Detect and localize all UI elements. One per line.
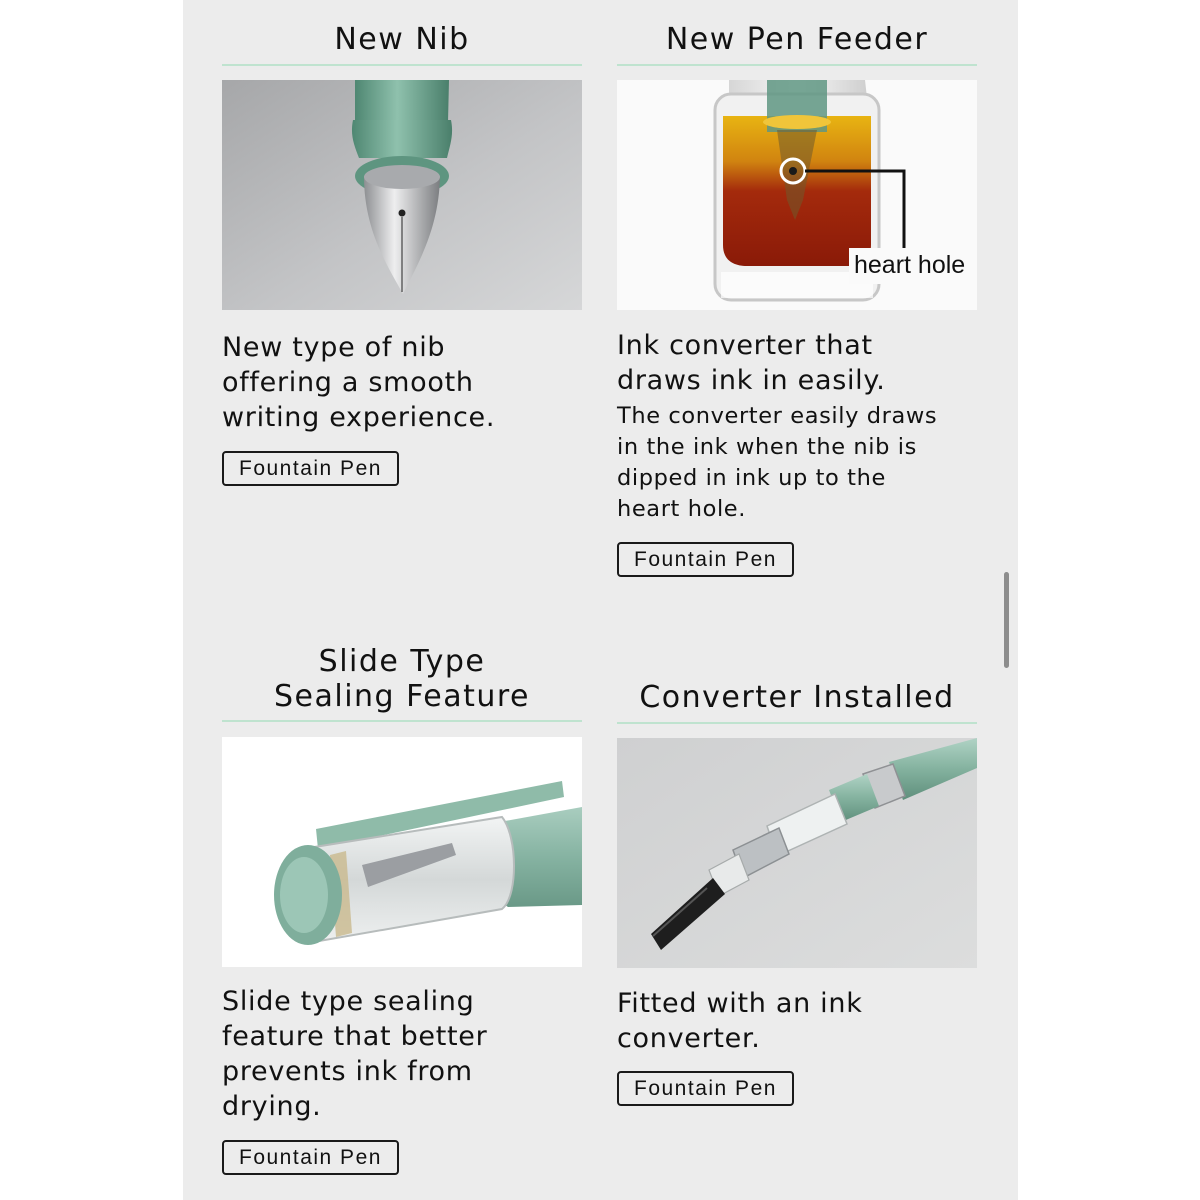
feature-title-line: Converter Installed: [639, 680, 955, 715]
feature-title: [617, 22, 977, 57]
title-divider: [617, 722, 977, 724]
description-line: offering a smooth: [222, 367, 474, 398]
description-line: writing experience.: [222, 402, 496, 433]
heart-hole-callout: heart hole: [854, 251, 966, 279]
feature-title-line: New Nib: [334, 22, 470, 57]
description-line: converter.: [617, 1023, 761, 1054]
product-feature-screen: [183, 0, 1018, 1200]
description-line: New type of nib: [222, 332, 446, 363]
nib-closeup-image: [222, 80, 582, 310]
description-line: draws ink in easily.: [617, 365, 886, 396]
vertical-scrollbar[interactable]: [1004, 572, 1009, 668]
feature-title: [222, 22, 582, 57]
ink-bottle-illustration: [617, 80, 977, 310]
details-line: in the ink when the nib is: [617, 434, 917, 460]
details-line: heart hole.: [617, 496, 746, 522]
description-line: drying.: [222, 1091, 322, 1122]
feature-description: [222, 984, 582, 1124]
nib-closeup-illustration: [222, 80, 582, 310]
feature-description: [617, 986, 977, 1056]
fountain-pen-tag[interactable]: Fountain Pen: [617, 1071, 794, 1106]
converter-illustration: [617, 738, 977, 968]
title-divider: [222, 64, 582, 66]
feature-title-line: Sealing Feature: [273, 679, 530, 714]
feature-description: [222, 330, 582, 435]
feature-description: [617, 328, 977, 398]
converter-image: [617, 738, 977, 968]
description-line: Fitted with an ink: [617, 988, 863, 1019]
title-divider: [617, 64, 977, 66]
details-line: The converter easily draws: [617, 403, 938, 429]
description-line: Slide type sealing: [222, 986, 475, 1017]
description-line: feature that better: [222, 1021, 488, 1052]
ink-bottle-image: [617, 80, 977, 310]
feature-title: [222, 644, 582, 714]
fountain-pen-tag[interactable]: Fountain Pen: [617, 542, 794, 577]
title-divider: [222, 720, 582, 722]
feature-title-line: New Pen Feeder: [665, 22, 929, 57]
details-line: dipped in ink up to the: [617, 465, 886, 491]
feature-details: [617, 401, 977, 525]
fountain-pen-tag[interactable]: Fountain Pen: [222, 1140, 399, 1175]
description-line: Ink converter that: [617, 330, 873, 361]
description-line: prevents ink from: [222, 1056, 473, 1087]
feature-title: [617, 680, 977, 715]
capped-pen-image: [222, 737, 582, 967]
feature-title-line: Slide Type: [318, 644, 486, 679]
fountain-pen-tag[interactable]: Fountain Pen: [222, 451, 399, 486]
capped-pen-illustration: [222, 737, 582, 967]
